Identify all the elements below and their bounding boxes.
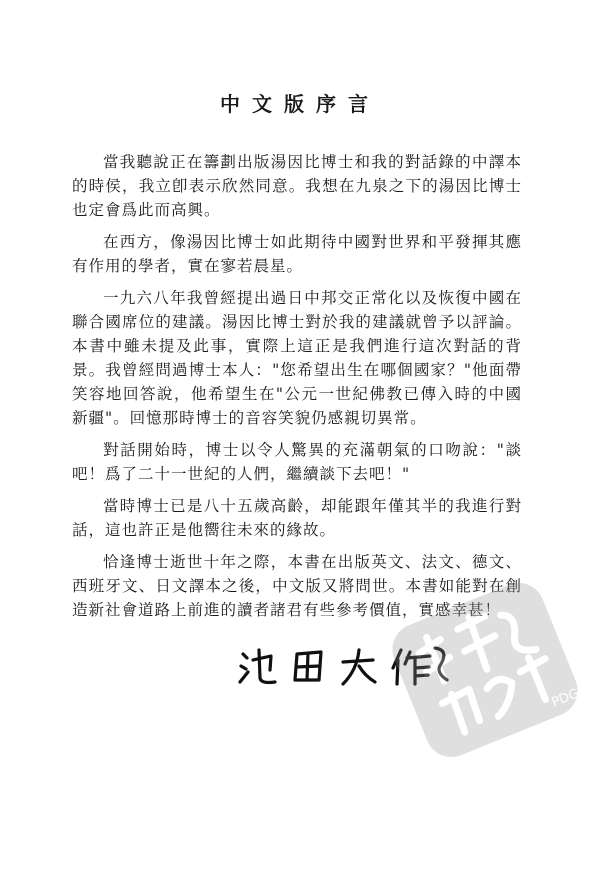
paragraph-3: 一九六八年我曾經提出過日中邦交正常化以及恢復中國在聯合國席位的建議。湯因比博士對於我的建議就曾予以評論。本書中雖未提及此事，實際上這正是我們進行這次對話的背景。我曾經問過博士本人："您希望出生在哪個國家？"他面帶笑容地回答說，他希望生在"公元一世紀佛教已傳入時的中國新疆"。回憶那時博士的音容笑貌仍感親切異常。 <box>72 289 522 427</box>
watermark-label: PDG <box>549 686 582 711</box>
paragraph-1: 當我聽說正在籌劃出版湯因比博士和我的對話錄的中譯本的時侯，我立卽表示欣然同意。我想在九泉之下的湯因比博士也定會爲此而高興。 <box>72 153 522 219</box>
page-title: 中文版序言 <box>220 92 380 116</box>
paragraph-4: 對話開始時，博士以令人驚異的充滿朝氣的口吻說："談吧！爲了二十一世紀的人們，繼續談下去吧！" <box>72 441 522 483</box>
watermark-seal <box>385 570 585 770</box>
paragraph-6: 恰逢博士逝世十年之際，本書在出版英文、法文、德文、西班牙文、日文譯本之後，中文版又將問世。本書如能對在創造新社會道路上前進的讀者諸君有些參考價值，實感幸甚！ <box>72 553 522 619</box>
paragraph-2: 在西方，像湯因比博士如此期待中國對世界和平發揮其應有作用的學者，實在寥若晨星。 <box>72 233 522 275</box>
paragraph-5: 當時博士已是八十五歲高齡，却能跟年僅其半的我進行對話，這也許正是他嚮往未來的緣故。 <box>72 497 522 539</box>
preface-body <box>72 150 522 630</box>
